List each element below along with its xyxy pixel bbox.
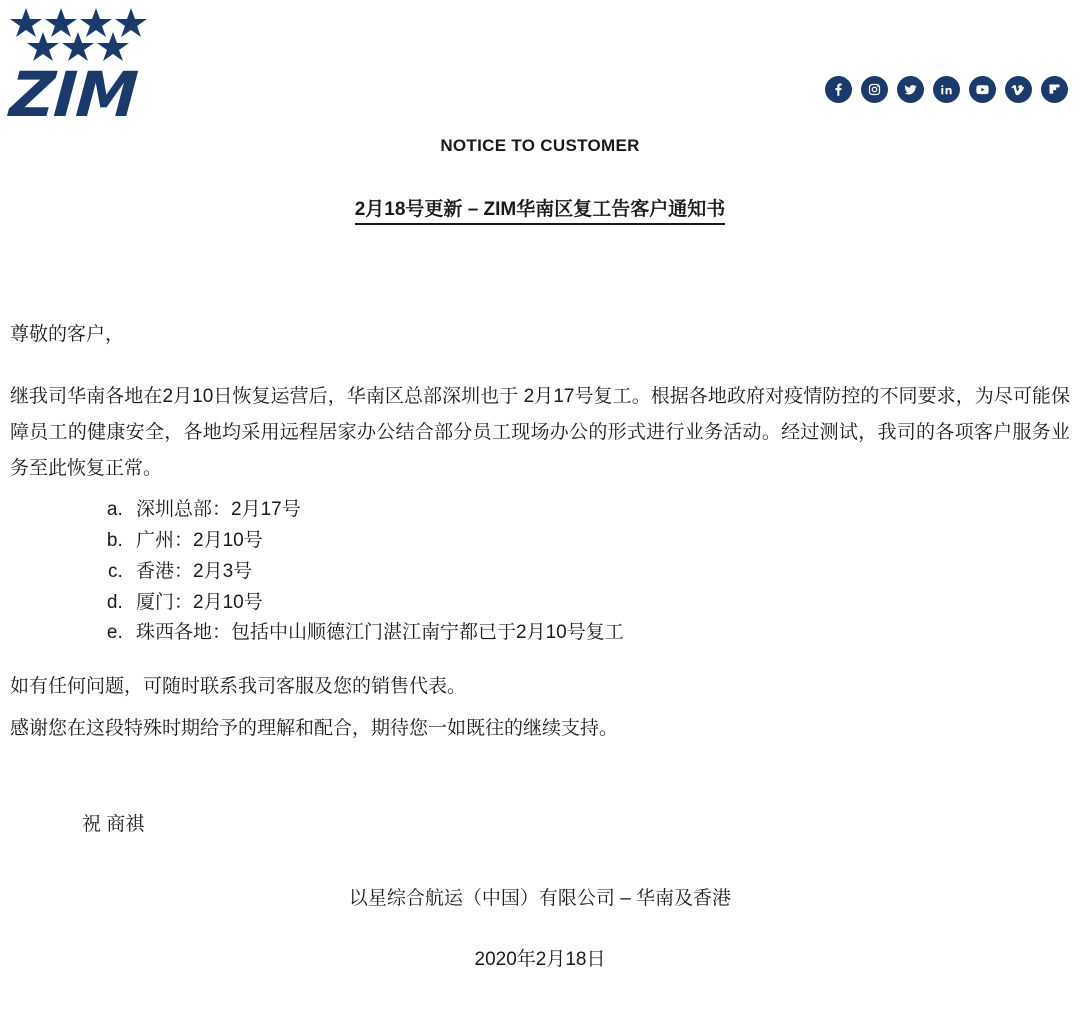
closing-regards: 祝 商祺 xyxy=(82,814,145,836)
document-body xyxy=(10,317,1070,978)
logo-stars-icon xyxy=(8,6,168,64)
subtitle-wrap xyxy=(0,194,1080,225)
paragraph-1: 继我司华南各地在2月10日恢复运营后，华南区总部深圳也于 2月17号复工。根据各地政府对疫情防控的不同要求，为尽可能保障员工的健康安全，各地均采用远程居家办公结合部分员工现场办公的形式进行业务活动。经过测试，我司的各项客户服务业务至此恢复正常。 xyxy=(10,386,1070,480)
facebook-icon[interactable] xyxy=(825,76,852,103)
logo-wordmark: ZIM xyxy=(7,58,140,131)
vimeo-icon[interactable] xyxy=(1005,76,1032,103)
list-item: c. 香港：2月3号 xyxy=(128,557,1070,588)
instagram-icon[interactable] xyxy=(861,76,888,103)
salutation: 尊敬的客户， xyxy=(10,324,125,345)
linkedin-icon[interactable] xyxy=(933,76,960,103)
paragraph-3: 感谢您在这段特殊时期给予的理解和配合，期待您一如既往的继续支持。 xyxy=(10,718,619,740)
youtube-icon[interactable] xyxy=(969,76,996,103)
company-signature: 以星综合航运（中国）有限公司 – 华南及香港 xyxy=(348,888,732,910)
document-header xyxy=(0,0,1080,131)
twitter-icon[interactable] xyxy=(897,76,924,103)
location-list xyxy=(10,495,1070,649)
page-title: NOTICE TO CUSTOMER xyxy=(440,136,640,155)
list-item: d. 厦门：2月10号 xyxy=(128,588,1070,619)
social-links xyxy=(825,76,1068,103)
list-item: a. 深圳总部：2月17号 xyxy=(128,495,1070,526)
zim-logo xyxy=(7,6,168,131)
page-subtitle: 2月18号更新 – ZIM华南区复工告客户通知书 xyxy=(355,194,726,225)
list-item: e. 珠西各地：包括中山顺德江门湛江南宁都已于2月10号复工 xyxy=(128,618,1070,649)
flipboard-icon[interactable] xyxy=(1041,76,1068,103)
paragraph-2: 如有任何问题，可随时联系我司客服及您的销售代表。 xyxy=(10,676,467,698)
list-item: b. 广州：2月10号 xyxy=(128,526,1070,557)
document-date: 2020年2月18日 xyxy=(474,948,606,970)
title-block xyxy=(0,136,1080,225)
